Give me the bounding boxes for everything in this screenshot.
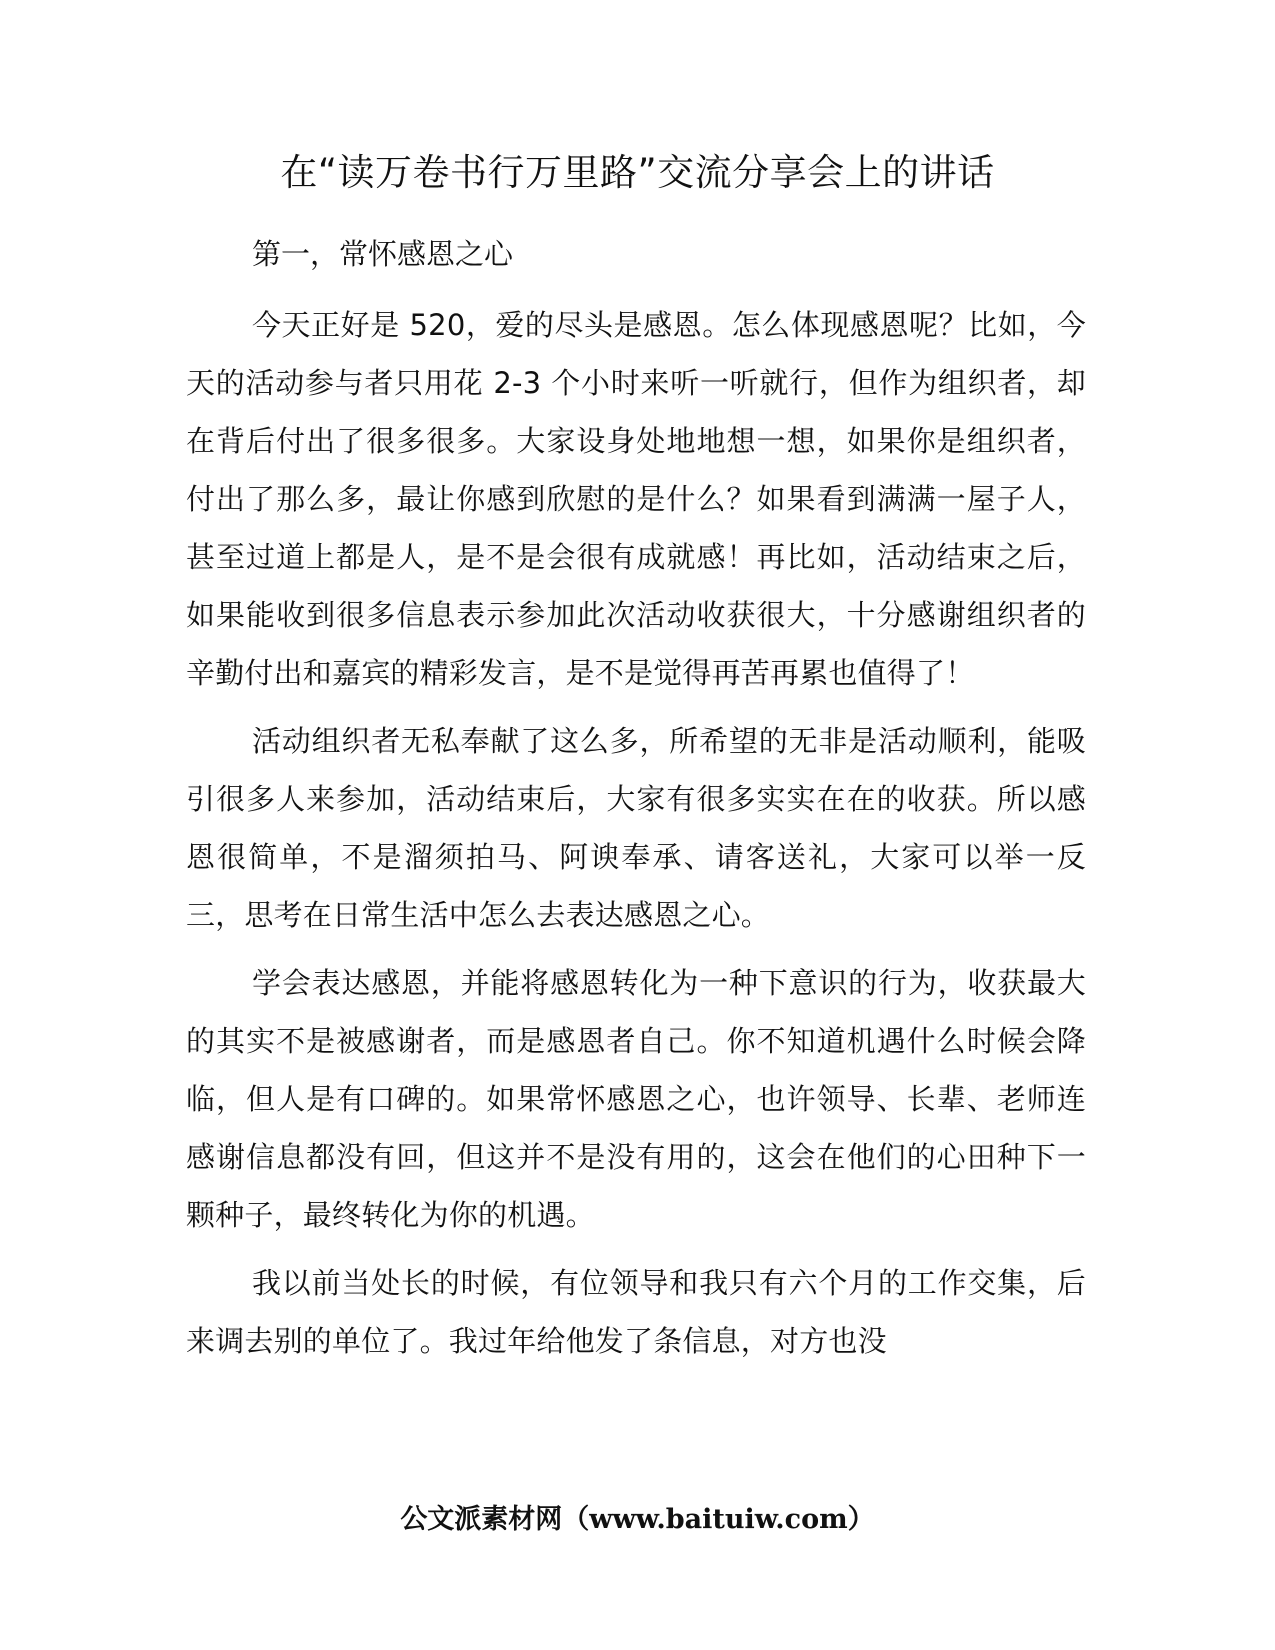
- footer-watermark: 公文派素材网（www.baituiw.com）: [400, 1504, 875, 1535]
- paragraph: 我以前当处长的时候，有位领导和我只有六个月的工作交集，后来调去别的单位了。我过年给他发了条信息，对方也没: [186, 1266, 1086, 1358]
- paragraph: 今天正好是 520，爱的尽头是感恩。怎么体现感恩呢？比如，今天的活动参与者只用花 2-3 个小时来听一听就行，但作为组织者，却在背后付出了很多很多。大家设身处地地想一想，如果你是组织者，付出了那么多，最让你感到欣慰的是什么？如果看到满满一屋子人，甚至过道上都是人，是不是会很有成就感！再比如，活动结束之后，如果能收到很多信息表示参加此次活动收获很大，十分感谢组织者的辛勤付出和嘉宾的精彩发言，是不是觉得再苦再累也值得了！: [186, 308, 1086, 690]
- paragraph: 学会表达感恩，并能将感恩转化为一种下意识的行为，收获最大的其实不是被感谢者，而是感恩者自己。你不知道机遇什么时候会降临，但人是有口碑的。如果常怀感恩之心，也许领导、长辈、老师连感谢信息都没有回，但这并不是没有用的，这会在他们的心田种下一颗种子，最终转化为你的机遇。: [186, 966, 1086, 1232]
- section-heading: 第一，常怀感恩之心: [252, 237, 514, 271]
- document-body: [186, 226, 1086, 1370]
- document-title: 在“读万卷书行万里路”交流分享会上的讲话: [280, 151, 995, 194]
- paragraph: 活动组织者无私奉献了这么多，所希望的无非是活动顺利，能吸引很多人来参加，活动结束后，大家有很多实实在在的收获。所以感恩很简单，不是溜须拍马、阿谀奉承、请客送礼，大家可以举一反三，思考在日常生活中怎么去表达感恩之心。: [186, 724, 1086, 932]
